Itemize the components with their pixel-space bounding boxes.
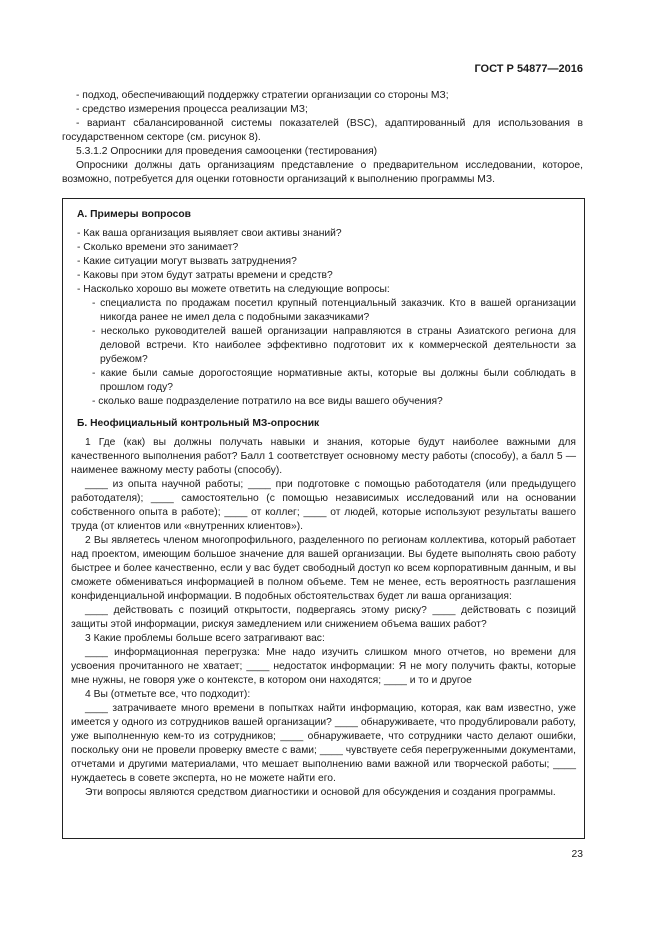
questionnaire-paragraph: 2 Вы являетесь членом многопрофильного, разделенного по регионам коллектива, который работает над проектом, имеющим большое значение для вашей организации. Вы будете выполнять свою работу быстрее и более качественно, если у вас будет свободный доступ ко всем корпоративным данным, и вы сможете обмениваться информацией в полном объеме. Тем не менее, есть вероятность разглашения конфиденциальной информации. В подобных обстоятельствах будет ли ваша организация: [71, 535, 576, 602]
intro-bullet-1: - подход, обеспечивающий поддержку стратегии организации со стороны МЗ; [76, 90, 449, 101]
questionnaire-paragraph: 3 Какие проблемы больше всего затрагивают вас: [85, 633, 325, 644]
questionnaire-closing: Эти вопросы являются средством диагностики и основой для обсуждения и создания программы. [85, 787, 556, 798]
sub-question-item: - какие были самые дорогостоящие нормативные акты, которые вы должны были соблюдать в прошлом году? [92, 368, 576, 393]
question-item: - Насколько хорошо вы можете ответить на следующие вопросы: [77, 284, 390, 295]
section-a-title: А. Примеры вопросов [77, 209, 191, 220]
sub-question-item: - специалиста по продажам посетил крупный потенциальный заказчик. Кто в вашей организации никогда ранее не имел дела с подобными заказчиками? [92, 298, 576, 323]
questionnaire-paragraph: ____ информационная перегрузка: Мне надо изучить слишком много отчетов, но времени для усвоения прочитанного не хватает; ____ недостаток информации: Я не могу получить факты, которые мне нужны, не говоря уже о контексте, в котором они находятся; ____ и то и другое [71, 647, 576, 686]
intro-paragraph: Опросники должны дать организациям представление о предварительном исследовании, которое, возможно, потребуется для оценки готовности организаций к выполнению программы МЗ. [62, 160, 583, 185]
sub-question-item: - несколько руководителей вашей организации направляются в страны Азиатского региона для деловой встречи. Кто наиболее эффективно подготовит их к коммерческой деятельности за рубежом? [92, 326, 576, 365]
subsection-heading: 5.3.1.2 Опросники для проведения самооценки (тестирования) [76, 146, 378, 157]
section-b-title: Б. Неофициальный контрольный МЗ-опросник [77, 418, 320, 429]
questionnaire-box [62, 198, 585, 839]
sub-question-item: - сколько ваше подразделение потратило на все виды вашего обучения? [92, 396, 443, 407]
question-item: - Как ваша организация выявляет свои активы знаний? [77, 228, 342, 239]
questionnaire-paragraph: ____ затрачиваете много времени в попытках найти информацию, которая, как вам известно, уже имеется у одного из сотрудников вашей организации? ____ обнаруживаете, что продублировали работу, уже выполненную кем-то из сотрудников; ____ обнаруживаете, что сотрудники часто делают ошибки, поскольку они не провели проверку вместе с вами; ____ чувствуете себя перегруженными документами, отчетами и другими материалами, что мешает выполнению вами важной или творческой работы; ____ нуждаетесь в совете эксперта, но не можете найти его. [71, 703, 576, 784]
question-item: - Каковы при этом будут затраты времени и средств? [77, 270, 333, 281]
question-item: - Какие ситуации могут вызвать затруднения? [77, 256, 297, 267]
intro-text [62, 89, 583, 187]
question-item: - Сколько времени это занимает? [77, 242, 239, 253]
page-number: 23 [571, 849, 583, 860]
questionnaire-paragraph: 1 Где (как) вы должны получать навыки и знания, которые будут наиболее важными для качественного выполнения работ? Балл 1 соответствует основному месту работы (способу), а балл 5 — наименее важному месту работы (способу). [71, 437, 576, 476]
intro-bullet-3: - вариант сбалансированной системы показателей (BSC), адаптированный для использования в государственном секторе (см. рисунок 8). [62, 118, 583, 143]
intro-bullet-2: - средство измерения процесса реализации МЗ; [76, 104, 308, 115]
questionnaire-paragraph: ____ из опыта научной работы; ____ при подготовке с помощью работодателя (или предыдущего работодателя); ____ самостоятельно (с помощью независимых исследований или на основании собственного опыта в работе); ____ от коллег; ____ от людей, которые используют результаты вашего труда (от клиентов или «внутренних клиентов»). [71, 479, 576, 532]
questionnaire-paragraph: ____ действовать с позиций открытости, подвергаясь этому риску? ____ действовать с позиций защиты этой информации, рискуя замедлением или снижением объема ваших работ? [71, 605, 576, 630]
document-id-header: ГОСТ Р 54877—2016 [474, 63, 583, 75]
questionnaire-paragraph: 4 Вы (отметьте все, что подходит): [85, 689, 251, 700]
